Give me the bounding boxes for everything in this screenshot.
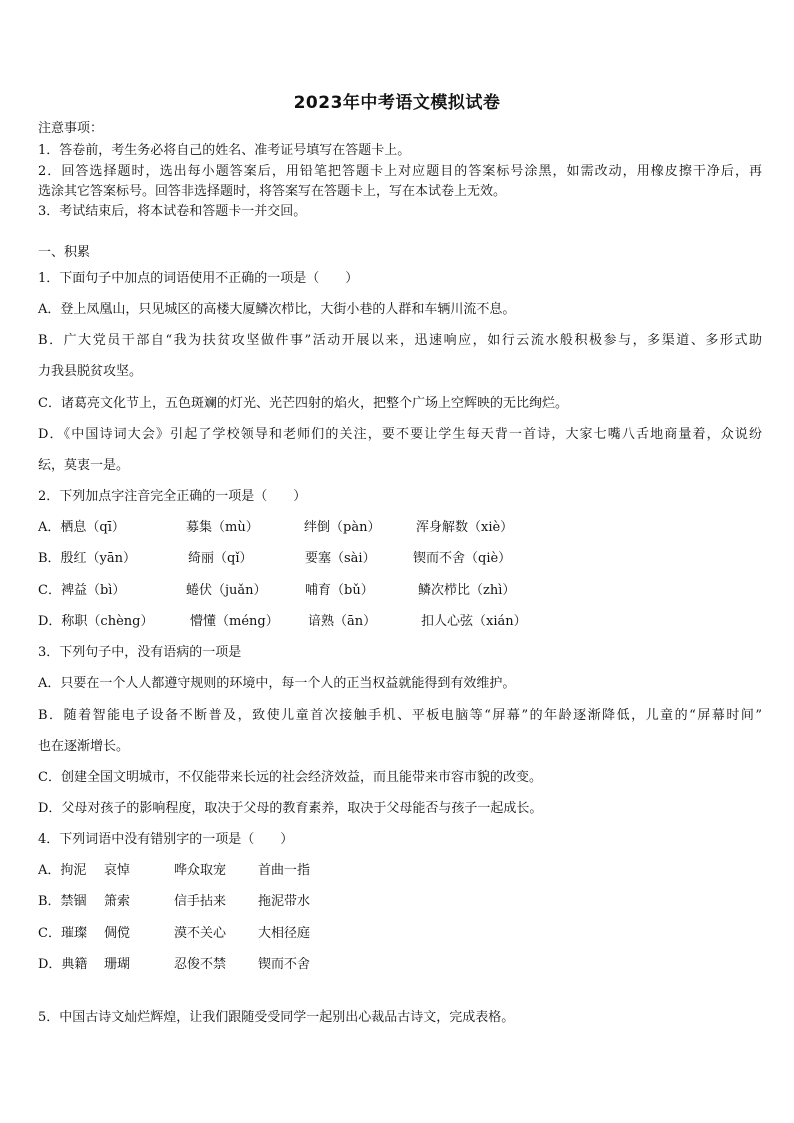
q4-b-item: 信手拈来	[174, 894, 227, 909]
q4-c-item: C．璀璨	[38, 926, 87, 941]
q4-c-item: 倜傥	[104, 926, 131, 941]
q4-stem: 4．下列词语中没有错别字的一项是（ ）	[38, 832, 294, 847]
notice-item-1: 1．答卷前，考生务必将自己的姓名、准考证号填写在答题卡上。	[38, 143, 411, 158]
q2-a-item: 募集（mù）	[186, 520, 259, 535]
q1-option-d-cont: 纭，莫衷一是。	[38, 458, 130, 473]
q2-stem: 2．下列加点字注音完全正确的一项是（ ）	[38, 489, 307, 504]
q1-option-b: B．广大党员干部自“我为扶贫攻坚做件事”活动开展以来，迅速响应，如行云流水般积极参与，多渠道、多形式助	[38, 333, 762, 348]
q2-c-item: 蜷伏（juǎn）	[186, 583, 267, 598]
notice-item-3: 3．考试结束后，将本试卷和答题卡一并交回。	[38, 204, 307, 219]
exam-title: 2023年中考语文模拟试卷	[293, 93, 501, 113]
q2-b-item: 锲而不舍（qiè）	[413, 551, 512, 566]
q4-a-item: A．拘泥	[38, 863, 87, 878]
section-heading: 一、积累	[38, 245, 91, 260]
q4-b-item: 箫索	[104, 894, 131, 909]
q1-option-b-cont: 力我县脱贫攻坚。	[38, 364, 143, 379]
q4-b-item: 拖泥带水	[258, 894, 311, 909]
q3-stem: 3．下列句子中，没有语病的一项是	[38, 645, 242, 660]
q1-option-a: A．登上凤凰山，只见城区的高楼大厦鳞次栉比，大街小巷的人群和车辆川流不息。	[38, 302, 516, 317]
q4-a-item: 哀悼	[104, 863, 131, 878]
q2-b-item: 要塞（sài）	[305, 551, 376, 566]
q2-b-item: B．殷红（yān）	[38, 551, 137, 566]
q2-d-item: D．称职（chèng）	[38, 614, 154, 629]
q3-option-d: D．父母对孩子的影响程度，取决于父母的教育素养，取决于父母能否与孩子一起成长。	[38, 801, 543, 816]
q4-c-item: 大相径庭	[258, 926, 311, 941]
q2-c-item: 鳞次栉比（zhì）	[418, 583, 516, 598]
q3-option-a: A．只要在一个人人都遵守规则的环境中，每一个人的正当权益就能得到有效维护。	[38, 676, 516, 691]
notice-item-2: 2．回答选择题时，选出每小题答案后，用铅笔把答题卡上对应题目的答案标号涂黑，如需改动，用橡皮擦干净后，再	[38, 164, 762, 179]
q4-d-item: D．典籍	[38, 957, 88, 972]
q1-stem: 1．下面句子中加点的词语使用不正确的一项是（ ）	[38, 271, 359, 286]
q4-d-item: 珊瑚	[104, 957, 131, 972]
q5-stem: 5．中国古诗文灿烂辉煌，让我们跟随受受同学一起别出心裁品古诗文，完成表格。	[38, 1010, 515, 1025]
notice-heading: 注意事项：	[38, 121, 104, 136]
q2-d-item: 谙熟（ān）	[308, 614, 377, 629]
q2-a-item: 浑身解数（xiè）	[416, 520, 514, 535]
q4-a-item: 哗众取宠	[174, 863, 227, 878]
q2-a-item: A．栖息（qī）	[38, 520, 125, 535]
q4-b-item: B．禁锢	[38, 894, 87, 909]
q2-c-item: 哺育（bǔ）	[305, 583, 374, 598]
notice-item-2-cont: 选涂其它答案标号。回答非选择题时，将答案写在答题卡上，写在本试卷上无效。	[38, 184, 507, 199]
q3-option-c: C．创建全国文明城市，不仅能带来长远的社会经济效益，而且能带来市容市貌的改变。	[38, 770, 542, 785]
q2-d-item: 懵懂（méng）	[190, 614, 279, 629]
q4-d-item: 忍俊不禁	[174, 957, 227, 972]
q3-option-b: B．随着智能电子设备不断普及，致使儿童首次接触手机、平板电脑等“屏幕”的年龄逐渐降低，儿童的“屏幕时间”	[38, 708, 762, 723]
q4-d-item: 锲而不舍	[258, 957, 311, 972]
q4-c-item: 漠不关心	[174, 926, 227, 941]
q2-d-item: 扣人心弦（xián）	[421, 614, 527, 629]
q2-c-item: C．裨益（bì）	[38, 583, 126, 598]
q2-b-item: 绮丽（qǐ）	[188, 551, 253, 566]
q1-option-d: D．《中国诗词大会》引起了学校领导和老师们的关注，要不要让学生每天背一首诗，大家七嘴八舌地商量着，众说纷	[38, 427, 762, 442]
q4-a-item: 首曲一指	[258, 863, 311, 878]
q1-option-c: C．诸葛亮文化节上，五色斑斓的灯光、光芒四射的焰火，把整个广场上空辉映的无比绚烂。	[38, 396, 568, 411]
q2-a-item: 绊倒（pàn）	[304, 520, 381, 535]
q3-option-b-cont: 也在逐渐增长。	[38, 739, 130, 754]
